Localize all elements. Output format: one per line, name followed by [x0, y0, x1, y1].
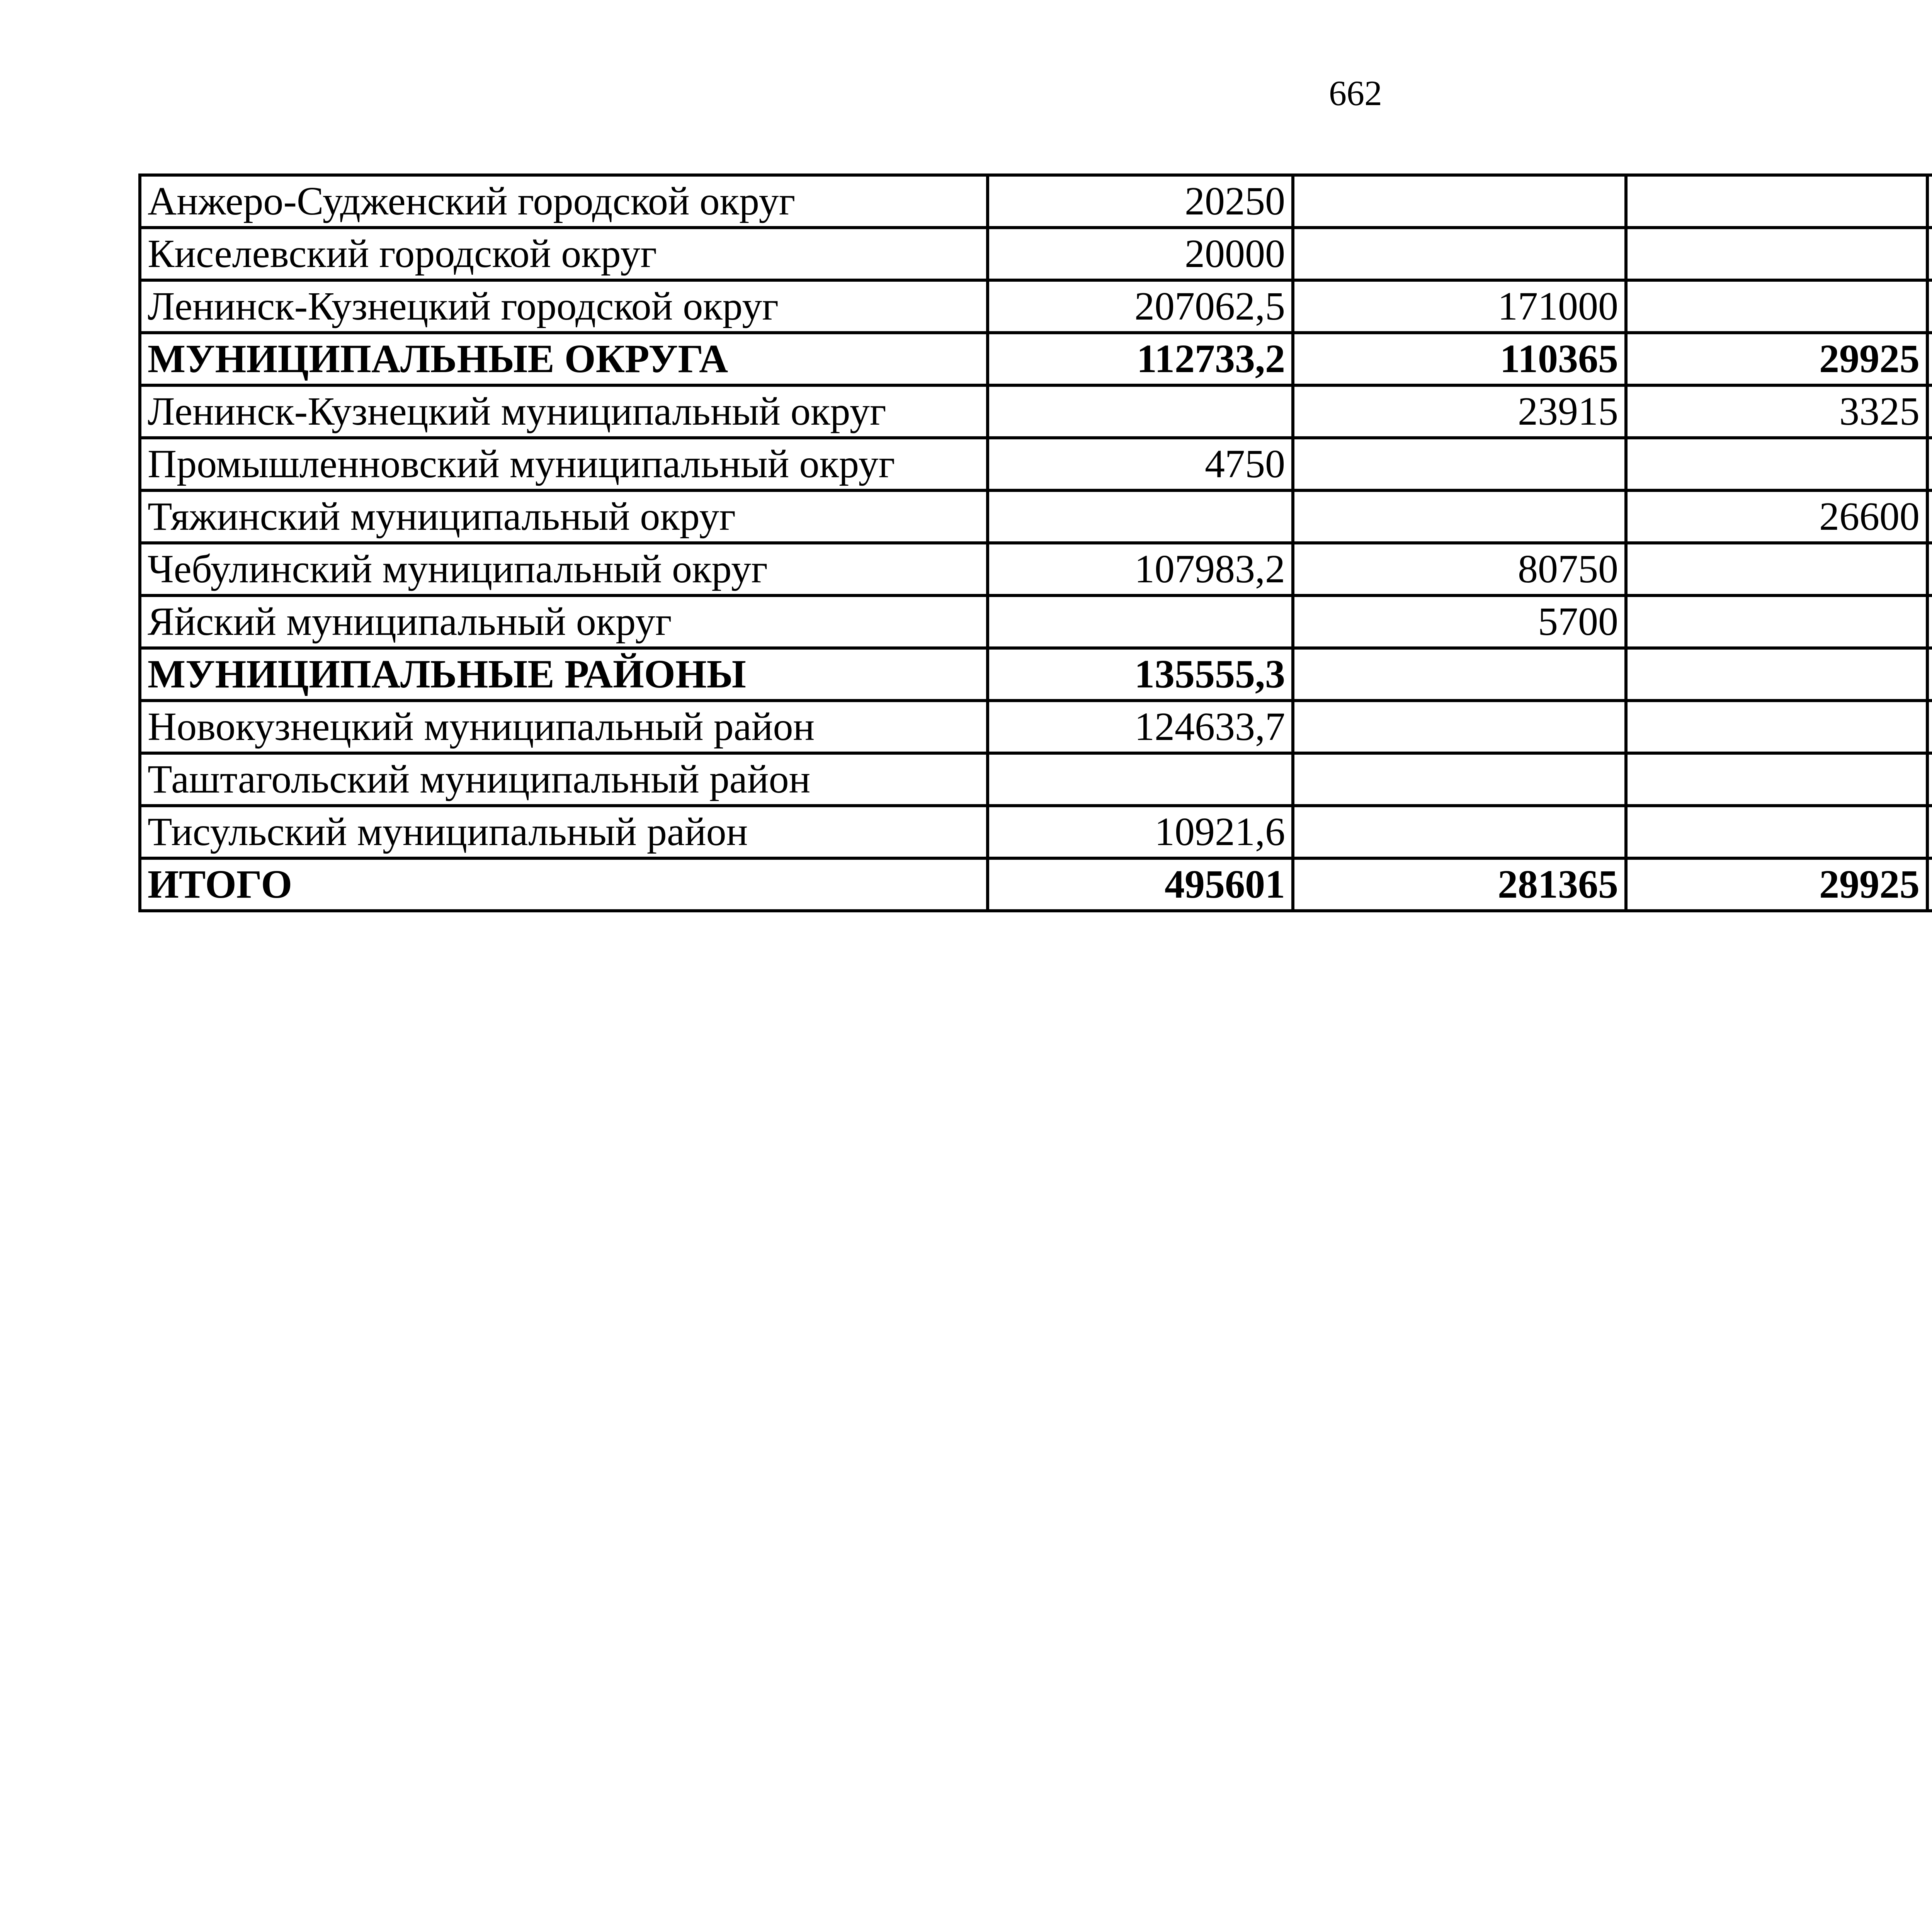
value-cell-col2	[1293, 806, 1626, 858]
value-cell-col4	[1927, 543, 1932, 595]
value-cell-col4	[1927, 228, 1932, 280]
value-cell-col3	[1626, 701, 1927, 753]
value-cell-col1: 495601	[988, 858, 1293, 911]
value-cell-col3: 26600	[1626, 490, 1927, 543]
municipality-name-cell: Чебулинский муниципальный округ	[140, 543, 988, 595]
value-cell-col1: 207062,5	[988, 280, 1293, 333]
municipality-name-cell: Ленинск-Кузнецкий городской округ	[140, 280, 988, 333]
page-number: 662	[1329, 73, 1382, 113]
value-cell-col4	[1927, 858, 1932, 911]
value-cell-col1	[988, 753, 1293, 806]
value-cell-col3: 29925	[1626, 858, 1927, 911]
value-cell-col4	[1927, 701, 1932, 753]
table-row-total	[140, 333, 1932, 385]
table-row	[140, 228, 1932, 280]
value-cell-col4	[1927, 385, 1932, 438]
value-cell-col3	[1626, 438, 1927, 490]
municipality-name-cell: Новокузнецкий муниципальный район	[140, 701, 988, 753]
municipality-name-cell: Таштагольский муниципальный район	[140, 753, 988, 806]
value-cell-col3	[1626, 595, 1927, 648]
value-cell-col2	[1293, 438, 1626, 490]
value-cell-col1	[988, 490, 1293, 543]
table-row	[140, 806, 1932, 858]
budget-table	[138, 173, 1932, 912]
value-cell-col2: 110365	[1293, 333, 1626, 385]
municipality-name-cell: Яйский муниципальный округ	[140, 595, 988, 648]
value-cell-col1: 20250	[988, 175, 1293, 228]
value-cell-col2	[1293, 490, 1626, 543]
municipality-name-cell: Ленинск-Кузнецкий муниципальный округ	[140, 385, 988, 438]
table-row-total	[140, 648, 1932, 701]
municipality-name-cell: Тяжинский муниципальный округ	[140, 490, 988, 543]
value-cell-col2	[1293, 175, 1626, 228]
municipality-name-cell: Анжеро-Судженский городской округ	[140, 175, 988, 228]
table-row	[140, 543, 1932, 595]
value-cell-col3: 3325	[1626, 385, 1927, 438]
value-cell-col3	[1626, 648, 1927, 701]
value-cell-col4	[1927, 595, 1932, 648]
value-cell-col1: 20000	[988, 228, 1293, 280]
value-cell-col4	[1927, 280, 1932, 333]
value-cell-col1: 135555,3	[988, 648, 1293, 701]
value-cell-col3	[1626, 543, 1927, 595]
table-row	[140, 490, 1932, 543]
value-cell-col3	[1626, 175, 1927, 228]
value-cell-col1	[988, 595, 1293, 648]
table-row-total	[140, 858, 1932, 911]
table-row	[140, 175, 1932, 228]
municipality-name-cell: Тисульский муниципальный район	[140, 806, 988, 858]
value-cell-col3: 29925	[1626, 333, 1927, 385]
value-cell-col1: 4750	[988, 438, 1293, 490]
value-cell-col4	[1927, 333, 1932, 385]
table-row	[140, 595, 1932, 648]
municipality-name-cell: ИТОГО	[140, 858, 988, 911]
value-cell-col1: 112733,2	[988, 333, 1293, 385]
value-cell-col2: 5700	[1293, 595, 1626, 648]
value-cell-col4	[1927, 490, 1932, 543]
table-row	[140, 280, 1932, 333]
municipality-name-cell: Киселевский городской округ	[140, 228, 988, 280]
value-cell-col2: 171000	[1293, 280, 1626, 333]
value-cell-col1: 124633,7	[988, 701, 1293, 753]
table-row	[140, 385, 1932, 438]
table-body	[140, 175, 1932, 911]
value-cell-col4	[1927, 175, 1932, 228]
table-row	[140, 701, 1932, 753]
value-cell-col1	[988, 385, 1293, 438]
value-cell-col2	[1293, 753, 1626, 806]
municipality-name-cell: МУНИЦИПАЛЬНЫЕ РАЙОНЫ	[140, 648, 988, 701]
value-cell-col2	[1293, 701, 1626, 753]
value-cell-col1: 107983,2	[988, 543, 1293, 595]
value-cell-col2	[1293, 648, 1626, 701]
value-cell-col2: 80750	[1293, 543, 1626, 595]
table-row	[140, 753, 1932, 806]
municipality-name-cell: Промышленновский муниципальный округ	[140, 438, 988, 490]
value-cell-col4	[1927, 438, 1932, 490]
value-cell-col2	[1293, 228, 1626, 280]
value-cell-col2: 23915	[1293, 385, 1626, 438]
value-cell-col1: 10921,6	[988, 806, 1293, 858]
value-cell-col2: 281365	[1293, 858, 1626, 911]
value-cell-col4	[1927, 648, 1932, 701]
value-cell-col3	[1626, 228, 1927, 280]
value-cell-col3	[1626, 280, 1927, 333]
value-cell-col4	[1927, 806, 1932, 858]
municipality-name-cell: МУНИЦИПАЛЬНЫЕ ОКРУГА	[140, 333, 988, 385]
value-cell-col3	[1626, 806, 1927, 858]
value-cell-col3	[1626, 753, 1927, 806]
value-cell-col4	[1927, 753, 1932, 806]
table-row	[140, 438, 1932, 490]
